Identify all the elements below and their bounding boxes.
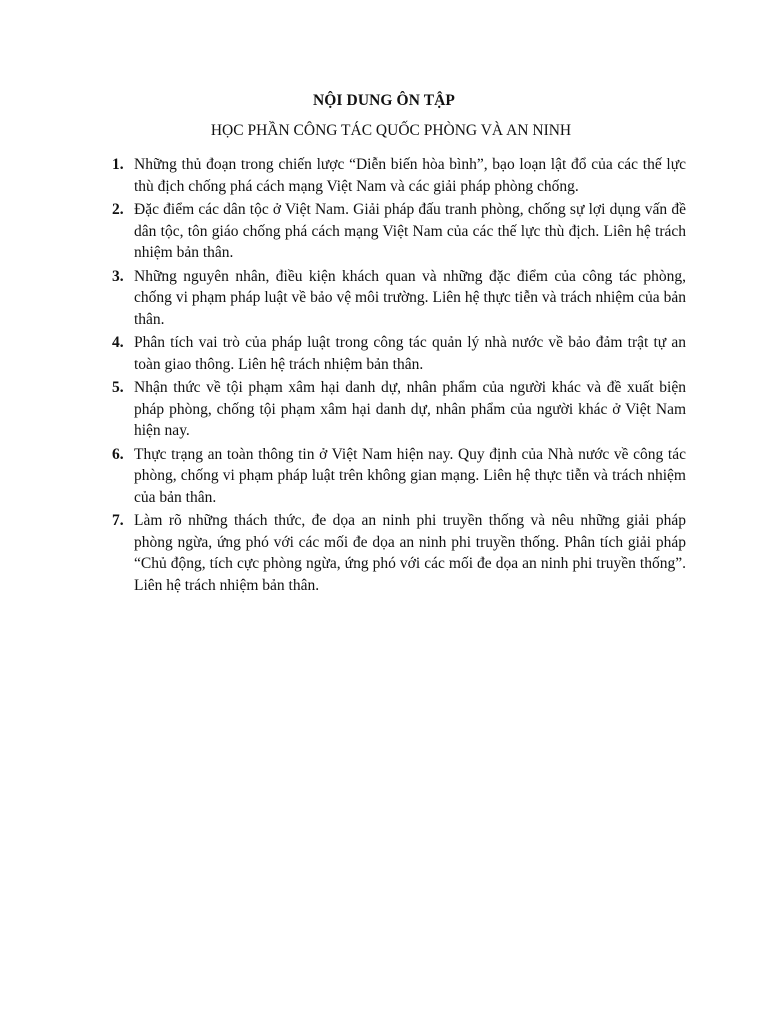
- list-item-number: 4.: [112, 334, 124, 351]
- list-item-text: Những thủ đoạn trong chiến lược “Diễn biến hòa bình”, bạo loạn lật đổ của các thế lực thù địch chống phá cách mạng Việt Nam và các giải pháp phòng chống.: [134, 156, 686, 195]
- list-item-text: Phân tích vai trò của pháp luật trong công tác quản lý nhà nước về bảo đảm trật tự an toàn giao thông. Liên hệ trách nhiệm bản thân.: [134, 334, 686, 373]
- list-item: [100, 199, 686, 264]
- list-item: [100, 332, 686, 375]
- list-item-number: 2.: [112, 201, 124, 218]
- list-item-text: Đặc điểm các dân tộc ở Việt Nam. Giải pháp đấu tranh phòng, chống sự lợi dụng vấn đề dân tộc, tôn giáo chống phá cách mạng Việt Nam của các thế lực thù địch. Liên hệ trách nhiệm bản thân.: [134, 201, 686, 261]
- list-item-number: 6.: [112, 445, 124, 463]
- list-item: [100, 444, 686, 509]
- list-item-text: Làm rõ những thách thức, đe dọa an ninh phi truyền thống và nêu những giải pháp phòng ngừa, ứng phó với các mối đe dọa an ninh phi truyền thống. Phân tích giải pháp “Chủ động, tích cực phòng ngừa, ứng phó với các mối đe dọa an ninh phi truyền thống”. Liên hệ trách nhiệm bản thân.: [134, 512, 686, 594]
- list-item-text: Nhận thức về tội phạm xâm hại danh dự, nhân phẩm của người khác và đề xuất biện pháp phòng, chống tội phạm xâm hại danh dự, nhân phẩm của người khác ở Việt Nam hiện nay.: [134, 379, 686, 439]
- list-item-number: 1.: [112, 156, 124, 173]
- document-subtitle: HỌC PHẦN CÔNG TÁC QUỐC PHÒNG VÀ AN NINH: [210, 122, 572, 139]
- list-item-number: 5.: [112, 379, 124, 396]
- list-item-number: 3.: [112, 267, 124, 285]
- list-item: [100, 266, 686, 331]
- document-title: NỘI DUNG ÔN TẬP: [312, 92, 455, 109]
- review-question-list: [100, 154, 686, 598]
- list-item-text: Những nguyên nhân, điều kiện khách quan và những đặc điểm của công tác phòng, chống vi phạm pháp luật về bảo vệ môi trường. Liên hệ thực tiễn và trách nhiệm của bản thân.: [134, 267, 686, 328]
- list-item: [100, 510, 686, 596]
- list-item-number: 7.: [112, 512, 124, 529]
- list-item-text: Thực trạng an toàn thông tin ở Việt Nam hiện nay. Quy định của Nhà nước về công tác phòng, chống vi phạm pháp luật trên không gian mạng. Liên hệ thực tiễn và trách nhiệm của bản thân.: [134, 445, 686, 506]
- list-item: [100, 377, 686, 442]
- list-item: [100, 154, 686, 197]
